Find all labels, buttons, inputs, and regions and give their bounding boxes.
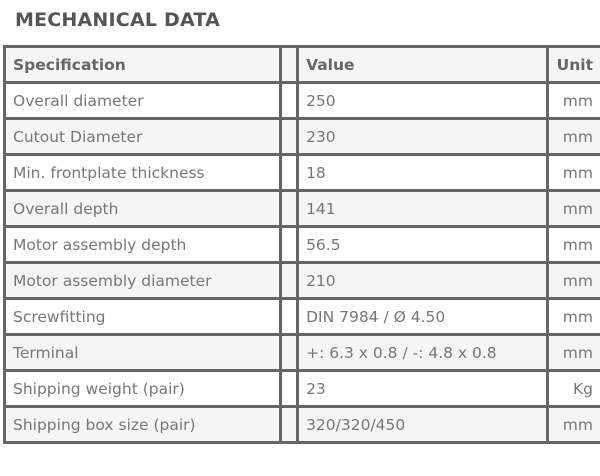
mechanical-data-table — [3, 45, 600, 444]
table-row — [5, 407, 600, 443]
spacer-cell — [280, 83, 297, 119]
spec-cell: Overall depth — [5, 191, 281, 227]
table-row — [5, 263, 600, 299]
unit-cell: mm — [547, 299, 600, 335]
page-title: MECHANICAL DATA — [15, 9, 220, 31]
spacer-cell — [280, 407, 297, 443]
value-cell: 18 — [298, 155, 548, 191]
unit-cell: mm — [547, 119, 600, 155]
value-cell: 230 — [298, 119, 548, 155]
spec-cell: Shipping weight (pair) — [5, 371, 281, 407]
header-spacer — [280, 47, 297, 83]
value-cell: +: 6.3 x 0.8 / -: 4.8 x 0.8 — [298, 335, 548, 371]
value-cell: 23 — [298, 371, 548, 407]
spacer-cell — [280, 299, 297, 335]
spacer-cell — [280, 227, 297, 263]
table-header-row — [5, 47, 600, 83]
unit-cell: mm — [547, 407, 600, 443]
header-unit: Unit — [547, 47, 600, 83]
header-specification: Specification — [5, 47, 281, 83]
spacer-cell — [280, 335, 297, 371]
table-row — [5, 155, 600, 191]
table-row — [5, 227, 600, 263]
table-row — [5, 335, 600, 371]
table-row — [5, 299, 600, 335]
spec-cell: Shipping box size (pair) — [5, 407, 281, 443]
spacer-cell — [280, 119, 297, 155]
spec-cell: Motor assembly depth — [5, 227, 281, 263]
spacer-cell — [280, 191, 297, 227]
spec-cell: Screwfitting — [5, 299, 281, 335]
table-row — [5, 119, 600, 155]
spacer-cell — [280, 371, 297, 407]
spec-cell: Terminal — [5, 335, 281, 371]
unit-cell: mm — [547, 83, 600, 119]
spacer-cell — [280, 263, 297, 299]
spec-cell: Motor assembly diameter — [5, 263, 281, 299]
unit-cell: mm — [547, 335, 600, 371]
unit-cell: mm — [547, 263, 600, 299]
table-row — [5, 191, 600, 227]
table-row — [5, 371, 600, 407]
unit-cell: Kg — [547, 371, 600, 407]
value-cell: 320/320/450 — [298, 407, 548, 443]
spec-cell: Cutout Diameter — [5, 119, 281, 155]
value-cell: DIN 7984 / Ø 4.50 — [298, 299, 548, 335]
value-cell: 210 — [298, 263, 548, 299]
unit-cell: mm — [547, 227, 600, 263]
value-cell: 56.5 — [298, 227, 548, 263]
spec-cell: Min. frontplate thickness — [5, 155, 281, 191]
spec-cell: Overall diameter — [5, 83, 281, 119]
value-cell: 250 — [298, 83, 548, 119]
header-value: Value — [298, 47, 548, 83]
value-cell: 141 — [298, 191, 548, 227]
unit-cell: mm — [547, 155, 600, 191]
table-row — [5, 83, 600, 119]
spacer-cell — [280, 155, 297, 191]
unit-cell: mm — [547, 191, 600, 227]
